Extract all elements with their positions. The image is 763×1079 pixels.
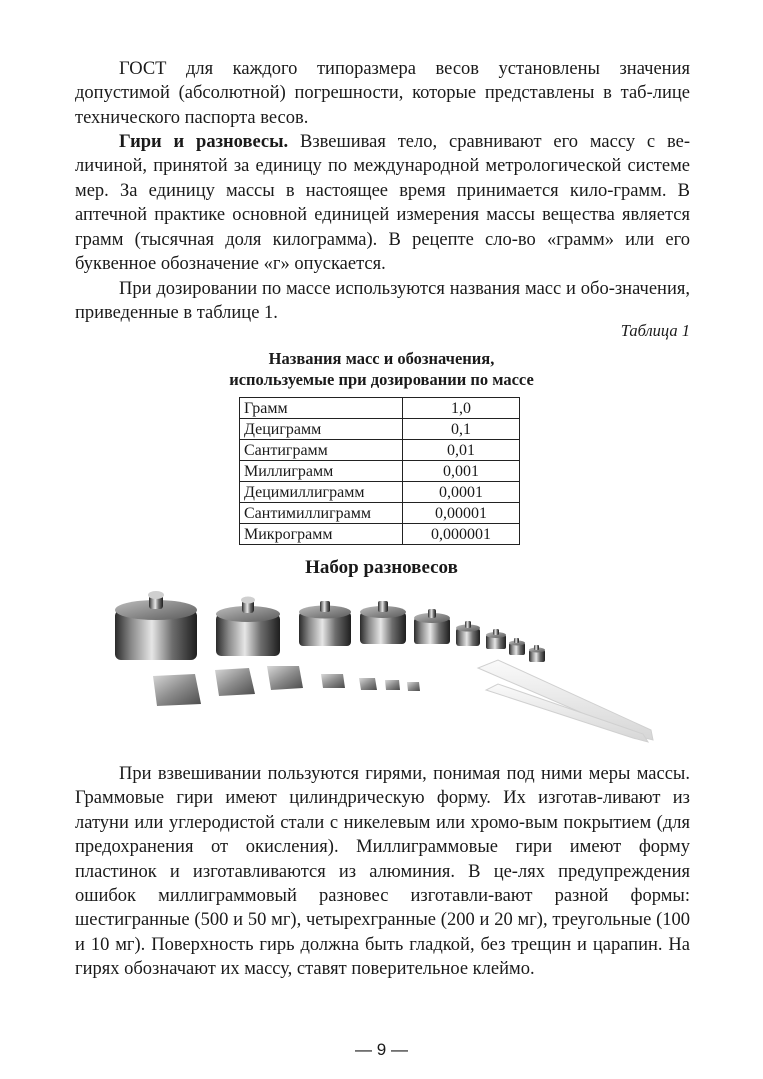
- unit-value: 0,1: [403, 419, 520, 440]
- table-row: [240, 524, 520, 545]
- unit-name: Миллиграмм: [240, 461, 403, 482]
- paragraph-gost-text: ГОСТ для каждого типоразмера весов установлены значения допустимой (абсолютной) погрешности, которые представлены в таб-лице технического паспорта весов.: [75, 59, 690, 128]
- unit-name: Грамм: [240, 398, 403, 419]
- table-row: [240, 461, 520, 482]
- section-heading-weights: Гири и разновесы.: [119, 132, 289, 152]
- table-row: [240, 398, 520, 419]
- table-row: [240, 440, 520, 461]
- paragraph-dosing: [75, 277, 690, 326]
- paragraph-weighing-text: При взвешивании пользуются гирями, понимая под ними меры массы. Граммовые гири имеют цилиндрическую форму. Их изготав-ливают из латуни или углеродистой стали с никелевым или хромо-вым покрытием (для предохранения от окисления). Миллиграммовые гири имеют форму пластинок и изготавливаются из алюминия. В це-лях предупреждения ошибок миллиграммовый разновес изготавли-вают разной формы: шестигранные (500 и 50 мг), четырехгранные (200 и 20 мг), треугольные (100 и 10 мг). Поверхность гирь должна быть гладкой, без трещин и царапин. На гирях обозначают их массу, ставят поверительное клеймо.: [75, 764, 690, 980]
- unit-name: Децимиллиграмм: [240, 482, 403, 503]
- table-caption: Таблица 1: [620, 321, 690, 340]
- figure-title: Набор разновесов: [305, 557, 458, 578]
- weights-set-photo: [103, 590, 661, 748]
- unit-name: Дециграмм: [240, 419, 403, 440]
- paragraph-weighing: [75, 762, 690, 982]
- paragraph-gost: [75, 57, 690, 130]
- page-number: — 9 —: [355, 1040, 408, 1059]
- unit-name: Сантиграмм: [240, 440, 403, 461]
- table-title-line2: используемые при дозировании по массе: [229, 370, 534, 389]
- table-row: [240, 482, 520, 503]
- unit-value: 0,01: [403, 440, 520, 461]
- paragraph-dosing-text: При дозировании по массе используются названия масс и обо-значения, приведенные в таблице 1.: [75, 279, 690, 324]
- unit-value: 1,0: [403, 398, 520, 419]
- unit-name: Сантимиллиграмм: [240, 503, 403, 524]
- unit-value: 0,0001: [403, 482, 520, 503]
- unit-value: 0,00001: [403, 503, 520, 524]
- weight-20g: [299, 601, 351, 646]
- mass-units-table: [239, 397, 520, 545]
- paragraph-weights: [75, 130, 690, 276]
- unit-value: 0,000001: [403, 524, 520, 545]
- paragraph-weights-text: Взвешивая тело, сравнивают его массу с ве-личиной, принятой за единицу по международной метрологической системе мер. За единицу массы в настоящее время принимается кило-грамм. В аптечной практике основной единицей измерения массы вещества является грамм (тысячная доля килограмма). В рецепте сло-во «грамм» или его буквенное обозначение «г» опускается.: [75, 132, 690, 275]
- table-row: [240, 419, 520, 440]
- table-row: [240, 503, 520, 524]
- unit-name: Микрограмм: [240, 524, 403, 545]
- table-title-line1: Названия масс и обозначения,: [268, 349, 495, 368]
- unit-value: 0,001: [403, 461, 520, 482]
